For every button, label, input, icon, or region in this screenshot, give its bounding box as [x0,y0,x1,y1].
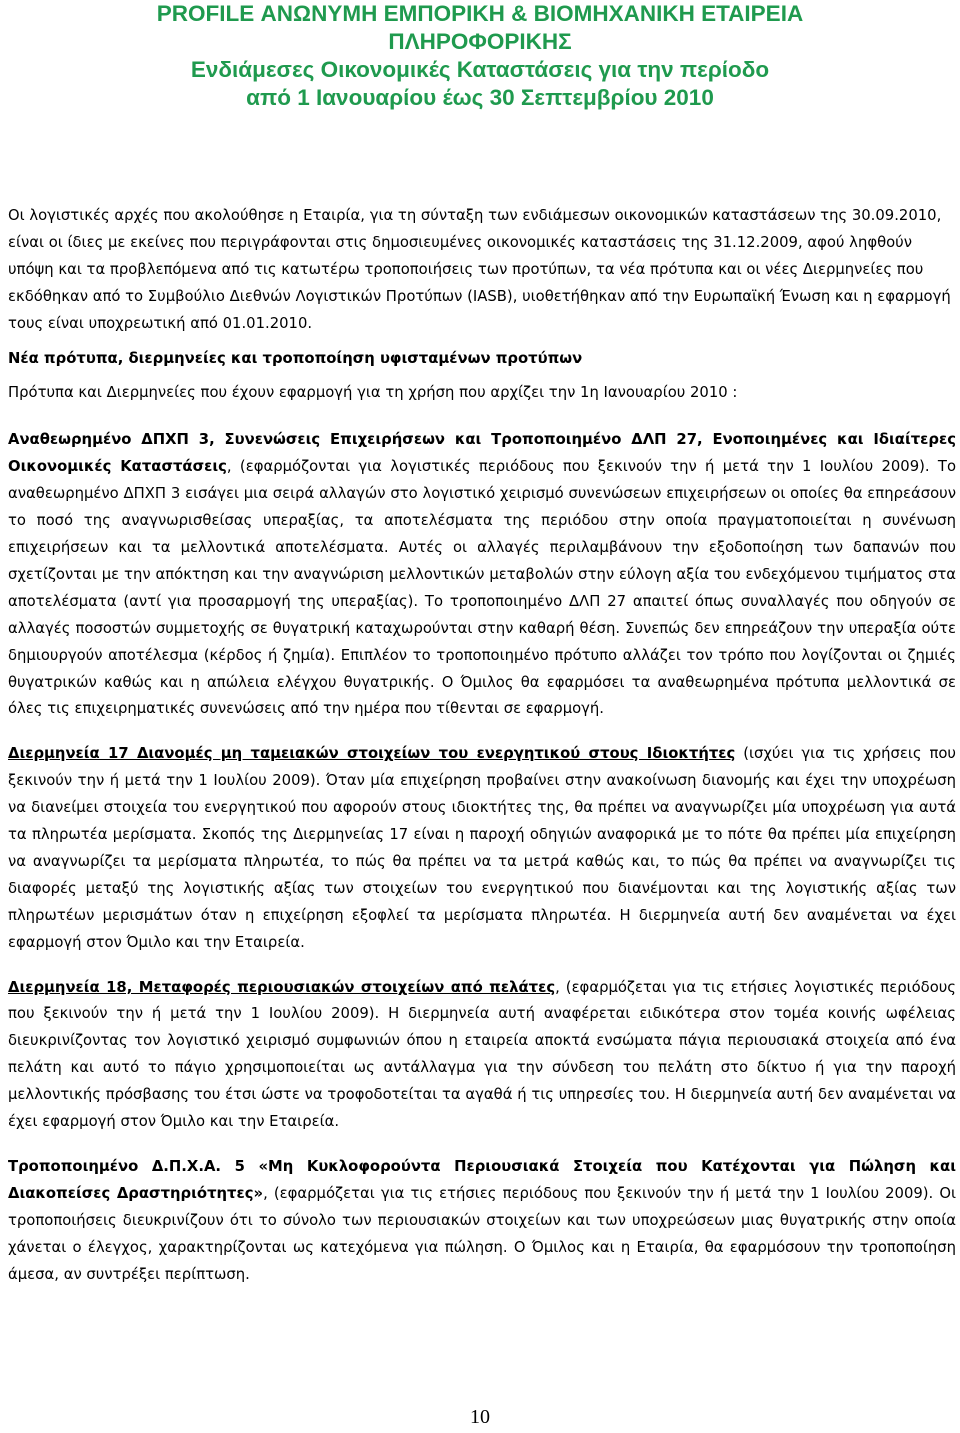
section-intro: Πρότυπα και Διερμηνείες που έχουν εφαρμογή για τη χρήση που αρχίζει την 1η Ιανουαρίου 2010 : [8,384,738,402]
standard-item-text: , (εφαρμόζονται για λογιστικές περιόδους που ξεκινούν την ή μετά την 1 Ιουλίου 2009). Το αναθεωρημένο ΔΠΧΠ 3 εισάγει μια σειρά αλλαγών στο λογιστικό χειρισμό συνενώσεων επιχειρήσεων οι οποίες θα επηρεάσουν το ποσό της αναγνωρισθείσας υπεραξίας, τα αποτελέσματα της περιόδου στην οποία πραγματοποιείται η συνένωση επιχειρήσεων και τα μελλοντικά αποτελέσματα. Αυτές οι αλλαγές περιλαμβάνουν την εξοδοποίηση των δαπανών που σχετίζονται με την απόκτηση και την αναγνώριση μελλοντικών μεταβολών στην εύλογη αξία του ενδεχόμενου τιμήματος στα αποτελέσματα (αντί για προσαρμογή της υπεραξίας). Το τροποποιημένο ΔΛΠ 27 απαιτεί όπως συναλλαγές που οδηγούν σε αλλαγές ποσοστών συμμετοχής σε θυγατρική καταχωρούνται στην καθαρή θέση. Συνεπώς δεν επηρεάζουν την υπεραξία ούτε δημιουργούν αποτέλεσμα (κέρδος ή ζημία). Επιπλέον το τροποποιημένο πρότυπο αλλάζει τον τρόπο που λογίζονται οι ζημιές θυγατρικών καθώς και η απώλεια ελέγχου θυγατρικής. Ο Όμιλος θα εφαρμόσει τα αναθεωρημένα πρότυπα μελλοντικά σε όλες τις επιχειρηματικές συνενώσεις από την ημέρα που τίθενται σε εφαρμογή. [8,458,956,718]
standard-item-ifric17 [8,741,956,956]
standard-item-text: , (εφαρμόζεται για τις ετήσιες περιόδους που ξεκινούν την ή μετά την 1 Ιουλίου 2009). Οι τροποποιήσεις διευκρινίζουν ότι το σύνολο των περιουσιακών στοιχείων και των υποχρεώσεων μιας θυγατρικής στην οποία χάνεται ο έλεγχος, χαρακτηρίζονται ως κατεχόμενα για πώληση. Ο Όμιλος και η Εταιρία, θα εφαρμόσουν την τροποποίηση άμεσα, αν συντρέξει περίπτωση. [8,1184,957,1283]
document-header [0,0,960,112]
standard-item-title: Διερμηνεία 17 Διανομές μη ταμειακών στοιχείων του ενεργητικού στους Ιδιοκτήτες [8,745,736,763]
section-heading: Νέα πρότυπα, διερμηνείες και τροποποίηση υφισταμένων προτύπων [8,349,583,367]
standard-item-ifric18 [8,975,956,1136]
intro-paragraph: Οι λογιστικές αρχές που ακολούθησε η Εταιρία, για τη σύνταξη των ενδιάμεσων οικονομικών καταστάσεων της 30.09.2010, είναι οι ίδιες με εκείνες που περιγράφονται στις δημοσιευμένες οικονομικές καταστάσεις της 31.12.2009, αφού ληφθούν υπόψη και τα προβλεπόμενα από τις κατωτέρω τροποποιήσεις των προτύπων, τα νέα πρότυπα και οι νέες Διερμηνείες που εκδόθηκαν από το Συμβούλιο Διεθνών Λογιστικών Προτύπων (IASB), υιοθετήθηκαν από την Ευρωπαϊκή Ένωση και η εφαρμογή τους είναι υποχρεωτική από 01.01.2010. [8,207,951,332]
page-number: 10 [470,1406,490,1428]
standard-item-ifrs5 [8,1154,956,1289]
report-title-line-2: από 1 Ιανουαρίου έως 30 Σεπτεμβρίου 2010 [246,85,714,110]
standard-item-title: Διερμηνεία 18, Μεταφορές περιουσιακών στοιχείων από πελάτες [8,978,556,996]
standard-item-ifrs3-ias27 [8,427,956,723]
standard-item-text: , (εφαρμόζεται για τις ετήσιες λογιστικές περιόδους που ξεκινούν την ή μετά την 1 Ιουλίου 2009). Η διερμηνεία αυτή αναφέρεται ειδικότερα στον τομέα κοινής ωφέλειας διευκρινίζοντας τον λογιστικό χειρισμό συμφωνιών όπου η εταιρεία αποκτά ενσώματα πάγια περιουσιακά στοιχεία από ένα πελάτη και αυτό το πάγιο χρησιμοποιείται ως αντάλλαγμα για την σύνδεση του πελάτη στο δίκτυο ή για την παροχή μελλοντικής πρόσβασης του έτσι ώστε να τροφοδοτείται τα αγαθά ή τις υπηρεσίες του. Η διερμηνεία αυτή δεν αναμένεται να έχει εφαρμογή στον Όμιλο και την Εταιρεία. [8,978,956,1131]
standard-item-title: Αναθεωρημένο ΔΠΧΠ 3, Συνενώσεις Επιχειρήσεων και Τροποποιημένο ΔΛΠ 27, Ενοποιημένες και Ιδιαίτερες Οικονομικές Καταστάσεις [8,431,956,476]
standard-item-text: (ισχύει για τις χρήσεις που ξεκινούν την ή μετά την 1 Ιουλίου 2009). Όταν μία επιχείρηση προβαίνει στην ανακοίνωση διανομής και έχει την υποχρέωση να διανείμει στοιχεία του ενεργητικού που αφορούν στους ιδιοκτήτες της, θα πρέπει να αναγνωρίζει μία υποχρέωση για αυτά τα πληρωτέα μερίσματα. Σκοπός της Διερμηνείας 17 είναι η παροχή οδηγιών αναφορικά με το πότε θα πρέπει μία επιχείρηση να αναγνωρίζει τα μερίσματα πληρωτέα, το πώς θα πρέπει να τα μετρά καθώς και, το πώς θα πρέπει να αναγνωρίζει τις διαφορές μεταξύ της λογιστικής αξίας των στοιχείων του ενεργητικού που διανέμονται και της λογιστικής αξίας των πληρωτέων μερισμάτων όταν η επιχείρηση εξοφλεί τα μερίσματα πληρωτέα. Η διερμηνεία αυτή δεν αναμένεται να έχει εφαρμογή στον Όμιλο και την Εταιρεία. [8,745,956,951]
standard-item-title: Τροποποιημένο Δ.Π.Χ.Α. 5 «Μη Κυκλοφορούντα Περιουσιακά Στοιχεία που Κατέχονται για Πώληση και Διακοπείσες Δραστηριότητες» [8,1158,956,1202]
document-body [8,203,956,1289]
company-name-line-2: ΠΛΗΡΟΦΟΡΙΚΗΣ [388,29,572,54]
report-title-line-1: Ενδιάμεσες Οικονομικές Καταστάσεις για την περίοδο [190,57,770,82]
company-name-line-1: PROFILE ΑΝΩΝΥΜΗ ΕΜΠΟΡΙΚΗ & ΒΙΟΜΗΧΑΝΙΚΗ ΕΤΑΙΡΕΙΑ [156,1,804,26]
